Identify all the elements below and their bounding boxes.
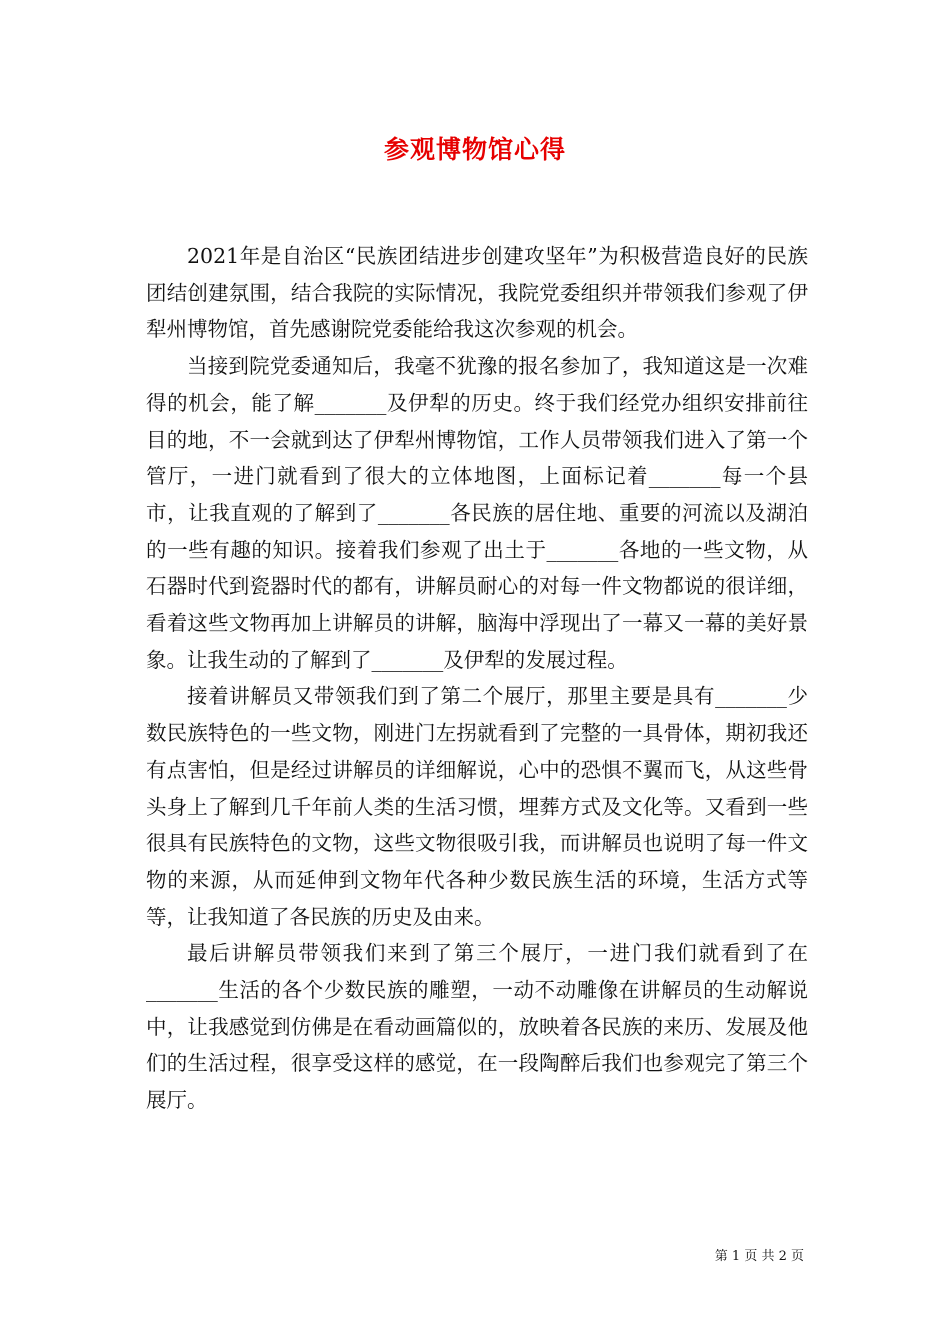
page-number-footer: 第 1 页 共 2 页	[714, 1249, 804, 1264]
paragraph-4: 最后讲解员带领我们来到了第三个展厅，一进门我们就看到了在_______生活的各个少数民族的雕塑，一动不动雕像在讲解员的生动解说中，让我感觉到仿佛是在看动画篇似的，放映着各民族的来历、发展及他们的生活过程，很享受这样的感觉，在一段陶醉后我们也参观完了第三个展厅。	[146, 941, 808, 1113]
paragraph-2: 当接到院党委通知后，我毫不犹豫的报名参加了，我知道这是一次难得的机会，能了解_______及伊犁的历史。终于我们经党办组织安排前往目的地，不一会就到达了伊犁州博物馆，工作人员带领我们进入了第一个管厅，一进门就看到了很大的立体地图，上面标记着_______每一个县市，让我直观的了解到了_______各民族的居住地、重要的河流以及湖泊的一些有趣的知识。接着我们参观了出土于_______各地的一些文物，从石器时代到瓷器时代的都有，讲解员耐心的对每一件文物都说的很详细，看着这些文物再加上讲解员的讲解，脑海中浮现出了一幕又一幕的美好景象。让我生动的了解到了_______及伊犁的发展过程。	[146, 354, 808, 672]
paragraph-3: 接着讲解员又带领我们到了第二个展厅，那里主要是具有_______少数民族特色的一些文物，刚进门左拐就看到了完整的一具骨体，期初我还有点害怕，但是经过讲解员的详细解说，心中的恐惧不翼而飞，从这些骨头身上了解到几千年前人类的生活习惯，埋葬方式及文化等。又看到一些很具有民族特色的文物，这些文物很吸引我，而讲解员也说明了每一件文物的来源，从而延伸到文物年代各种少数民族生活的环境，生活方式等等，让我知道了各民族的历史及由来。	[146, 684, 808, 929]
page-title: 参观博物馆心得	[383, 135, 566, 164]
document-body	[146, 238, 808, 1119]
paragraph-1: 2021年是自治区“民族团结进步创建攻坚年”为积极营造良好的民族团结创建氛围，结合我院的实际情况，我院党委组织并带领我们参观了伊犁州博物馆，首先感谢院党委能给我这次参观的机会。	[146, 244, 808, 342]
